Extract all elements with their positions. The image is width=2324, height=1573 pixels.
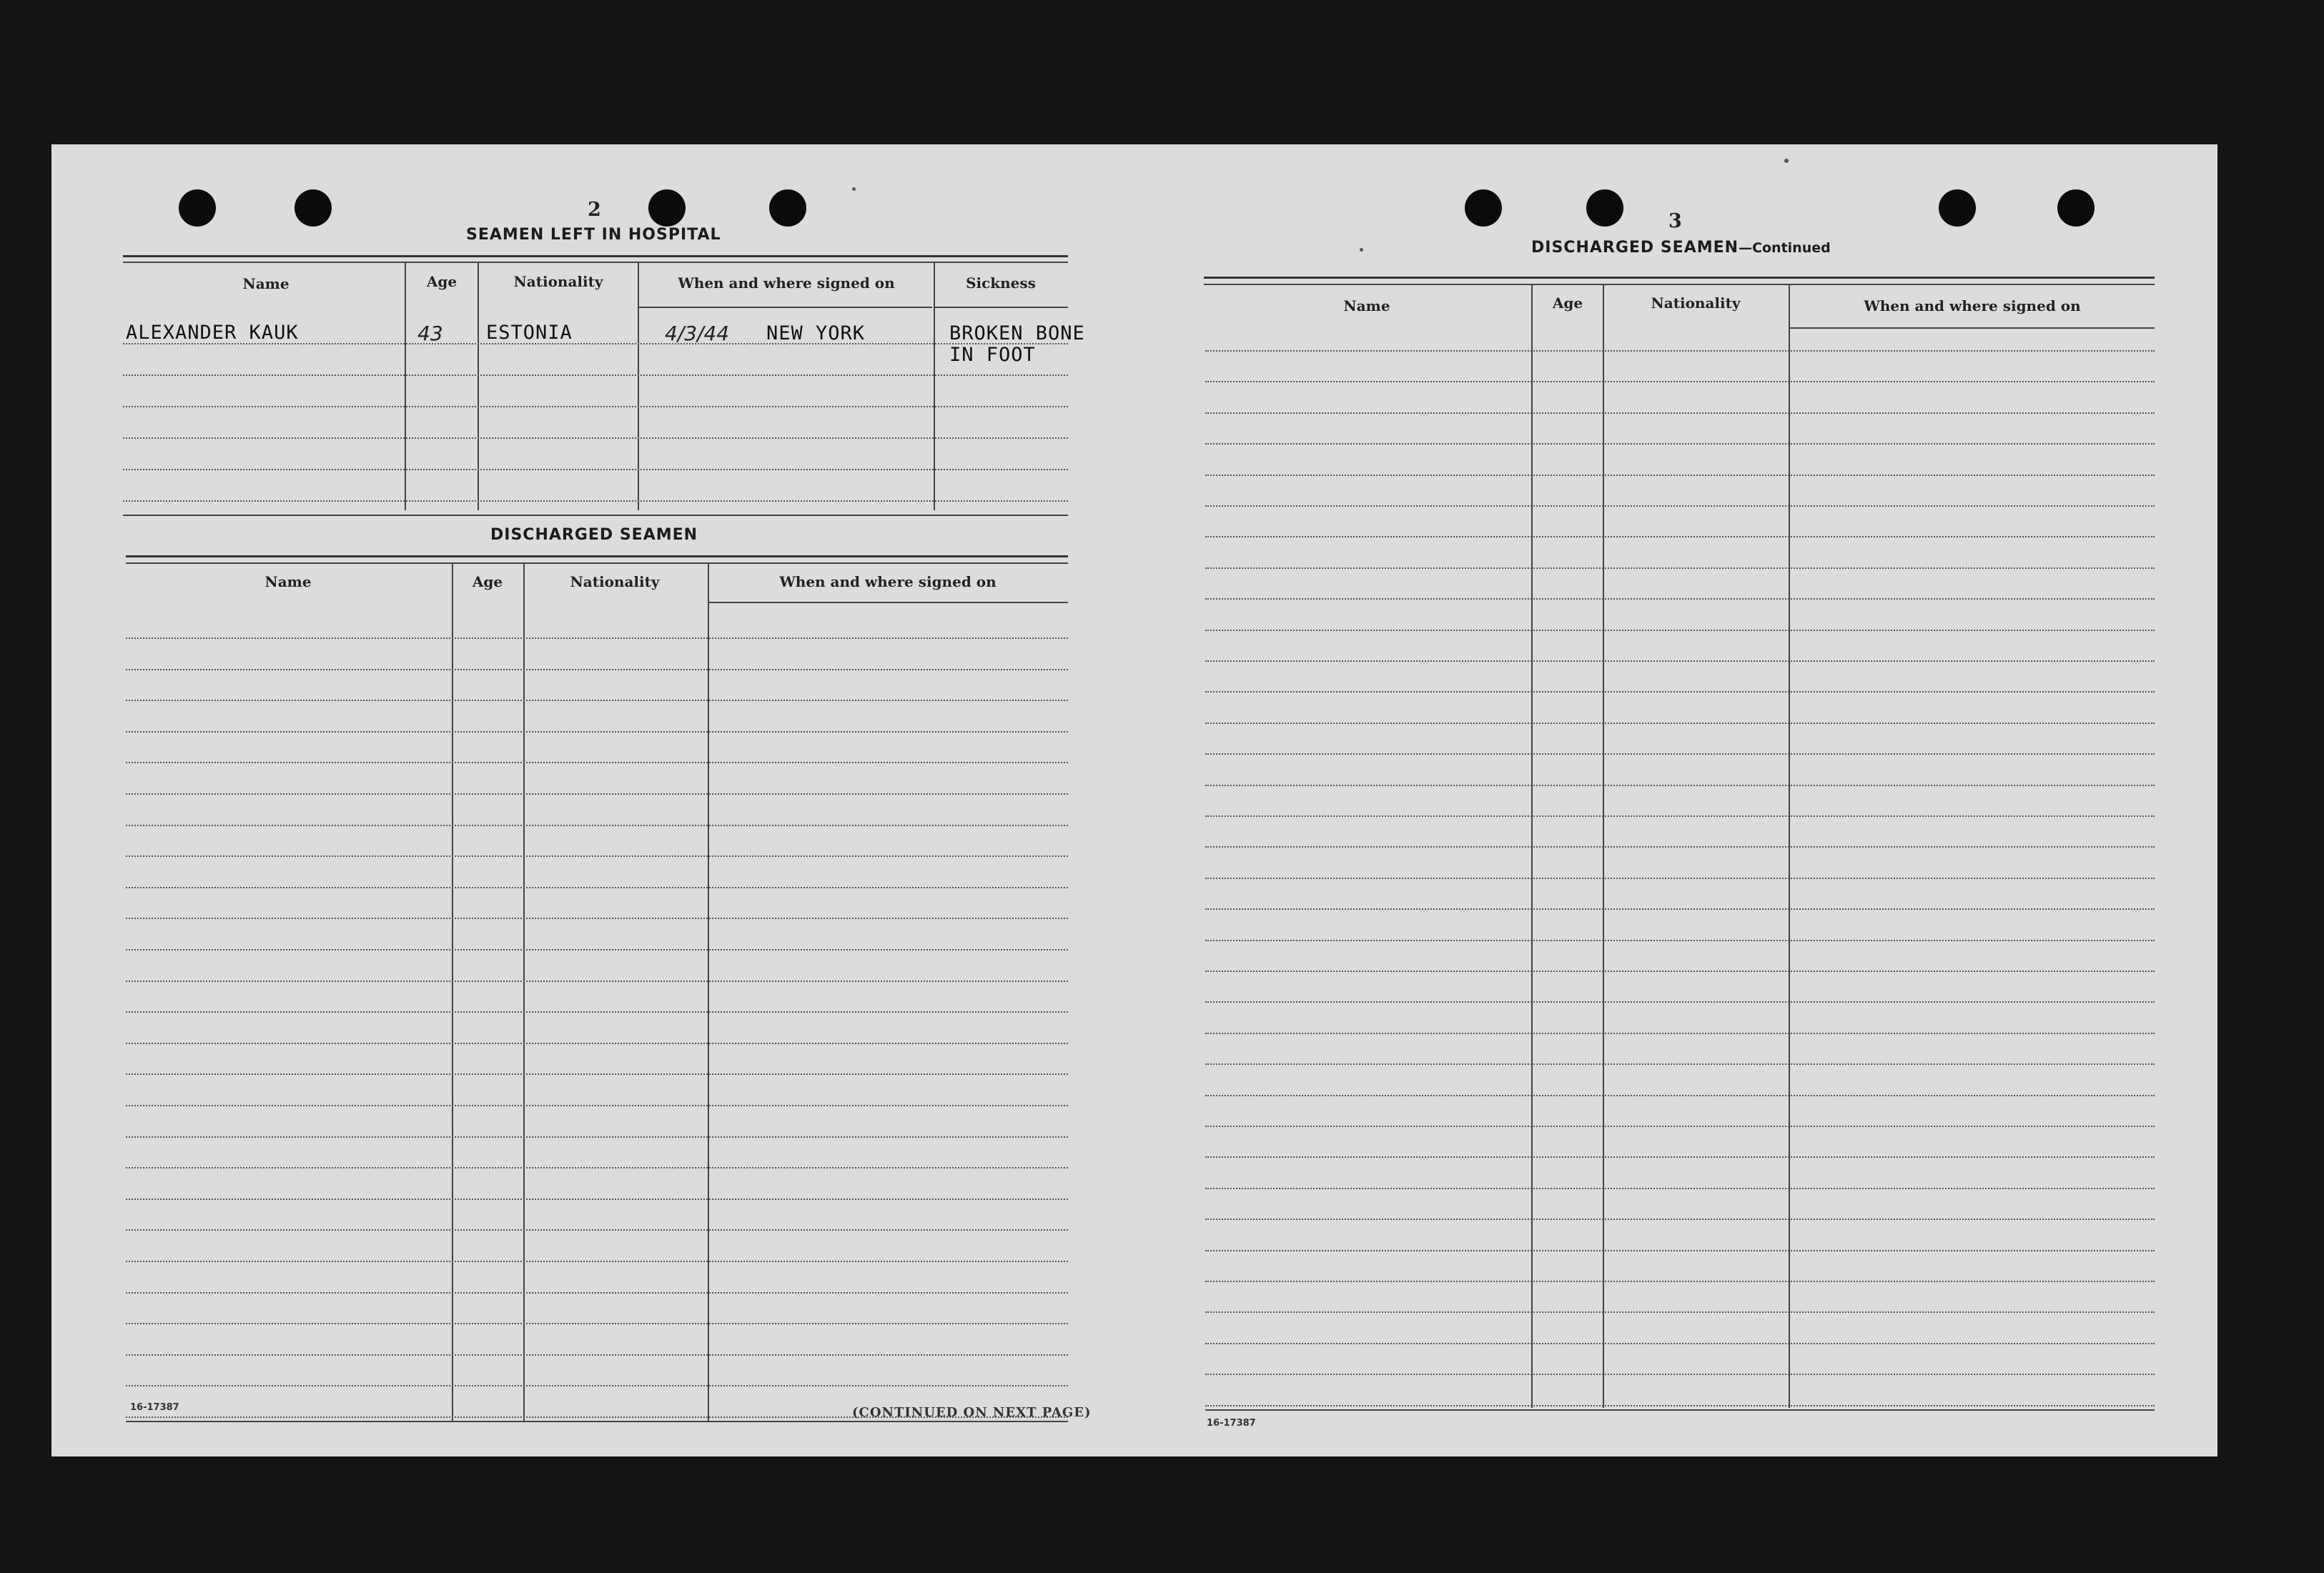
row-line (1205, 350, 2155, 352)
row-line (126, 855, 1068, 857)
row-line (126, 1167, 1068, 1168)
row-line (126, 637, 1068, 639)
hospital-top-rule-2 (123, 262, 1068, 263)
discharged-continued-title (1531, 239, 1831, 257)
row-line (126, 793, 1068, 795)
punch-hole (648, 189, 686, 227)
discharged-top-rule (126, 555, 1068, 557)
row-line (126, 1073, 1068, 1075)
row-line (1205, 815, 2155, 817)
seaman-name: ALEXANDER KAUK (126, 322, 299, 344)
right-bottom-rule (1205, 1409, 2155, 1411)
row-line (1205, 723, 2155, 724)
row-line (1205, 1250, 2155, 1251)
right-header-nationality: Nationality (1651, 294, 1741, 312)
sickness-line-2: IN FOOT (949, 344, 1036, 366)
right-header-name: Name (1343, 297, 1390, 314)
seaman-nationality: ESTONIA (486, 322, 573, 344)
row-line (126, 949, 1068, 951)
column-divider (478, 263, 479, 510)
form-number: 16-17387 (1207, 1418, 1256, 1429)
row-line (1205, 878, 2155, 879)
row-line (1205, 505, 2155, 507)
row-line (126, 1323, 1068, 1324)
row-line (126, 1261, 1068, 1262)
row-line (1205, 443, 2155, 445)
row-line (126, 731, 1068, 733)
row-line (126, 981, 1068, 982)
right-top-rule-2 (1204, 284, 2155, 285)
right-header-rule (1790, 327, 2155, 329)
row-line (126, 762, 1068, 763)
row-line (1205, 691, 2155, 693)
ledger-sheet (51, 144, 2217, 1457)
row-line (1205, 381, 2155, 382)
hospital-header-signed-on: When and where signed on (678, 274, 895, 292)
row-line (1205, 1156, 2155, 1158)
right-header-signed-on: When and where signed on (1864, 297, 2081, 314)
column-divider (405, 263, 406, 510)
row-line (1205, 940, 2155, 941)
row-line (1205, 598, 2155, 600)
row-line (123, 500, 1068, 502)
row-line (1205, 1405, 2155, 1406)
row-line (123, 374, 1068, 376)
row-line (123, 406, 1068, 407)
row-line (1205, 1188, 2155, 1189)
row-line (1205, 1001, 2155, 1003)
row-line (126, 1385, 1068, 1386)
hospital-top-rule (123, 255, 1068, 257)
discharged-header-nationality: Nationality (570, 573, 660, 590)
punch-hole (1939, 189, 1976, 227)
paper-speck (852, 187, 856, 191)
discharged-header-age: Age (472, 573, 503, 590)
discharged-header-signed-on: When and where signed on (779, 573, 997, 590)
sickness-line-1: BROKEN BONE (949, 322, 1085, 344)
row-line (126, 1199, 1068, 1200)
discharged-header-name: Name (264, 573, 312, 590)
discharged-bottom-rule (126, 1421, 1068, 1422)
discharged-header-rule (708, 602, 1068, 603)
signed-on-place: NEW YORK (766, 322, 866, 344)
hospital-header-name: Name (242, 275, 290, 292)
row-line (1205, 630, 2155, 631)
row-line (1205, 536, 2155, 537)
punch-hole (179, 189, 216, 227)
row-line (123, 437, 1068, 439)
title-continued: —Continued (1739, 240, 1831, 256)
row-line (126, 1043, 1068, 1044)
row-line (126, 887, 1068, 888)
row-line (1205, 1063, 2155, 1065)
punch-hole (1586, 189, 1623, 227)
row-line (126, 700, 1068, 701)
discharged-top-rule-2 (126, 562, 1068, 564)
row-line (123, 469, 1068, 470)
row-line (126, 1292, 1068, 1294)
row-line (1205, 1343, 2155, 1344)
row-line (1205, 660, 2155, 662)
hospital-header-rule (639, 307, 932, 308)
row-line (126, 669, 1068, 670)
page-number: 2 (588, 199, 601, 221)
row-line (126, 1354, 1068, 1356)
signed-on-date: 4/3/44 (665, 322, 730, 345)
row-line (126, 1011, 1068, 1013)
column-divider (638, 263, 639, 510)
row-line (1205, 1281, 2155, 1282)
discharged-section-title: DISCHARGED SEAMEN (490, 526, 698, 544)
title-main: DISCHARGED SEAMEN (1531, 239, 1739, 257)
right-header-age: Age (1552, 294, 1583, 312)
hospital-header-rule (934, 307, 1068, 308)
row-line (1205, 753, 2155, 755)
row-line (1205, 1374, 2155, 1375)
row-line (1205, 1095, 2155, 1096)
punch-hole (769, 189, 806, 227)
row-line (1205, 785, 2155, 786)
hospital-bottom-rule (123, 515, 1068, 516)
hospital-header-age: Age (426, 273, 458, 290)
row-line (1205, 567, 2155, 569)
punch-hole (1465, 189, 1502, 227)
row-line (126, 1136, 1068, 1138)
hospital-header-nationality: Nationality (513, 273, 603, 290)
row-line (126, 1229, 1068, 1231)
punch-hole (295, 189, 332, 227)
row-line (1205, 1219, 2155, 1220)
row-line (1205, 475, 2155, 476)
paper-speck (1360, 248, 1363, 252)
row-line (1205, 1033, 2155, 1034)
row-line (1205, 908, 2155, 910)
page-number: 3 (1668, 210, 1682, 232)
punch-hole (2057, 189, 2095, 227)
column-divider (934, 263, 935, 510)
hospital-section-title: SEAMEN LEFT IN HOSPITAL (466, 226, 721, 244)
row-line (126, 1105, 1068, 1106)
row-line (1205, 1126, 2155, 1127)
hospital-header-sickness: Sickness (966, 274, 1036, 292)
right-top-rule (1204, 277, 2155, 279)
seaman-age: 43 (417, 322, 443, 345)
row-line (1205, 1311, 2155, 1313)
form-number: 16-17387 (130, 1402, 179, 1413)
row-line (126, 825, 1068, 826)
row-line (1205, 971, 2155, 972)
row-line (1205, 846, 2155, 848)
paper-speck (1784, 159, 1789, 163)
continued-footer: (CONTINUED ON NEXT PAGE) (852, 1405, 1092, 1420)
row-line (1205, 412, 2155, 414)
row-line (126, 918, 1068, 919)
